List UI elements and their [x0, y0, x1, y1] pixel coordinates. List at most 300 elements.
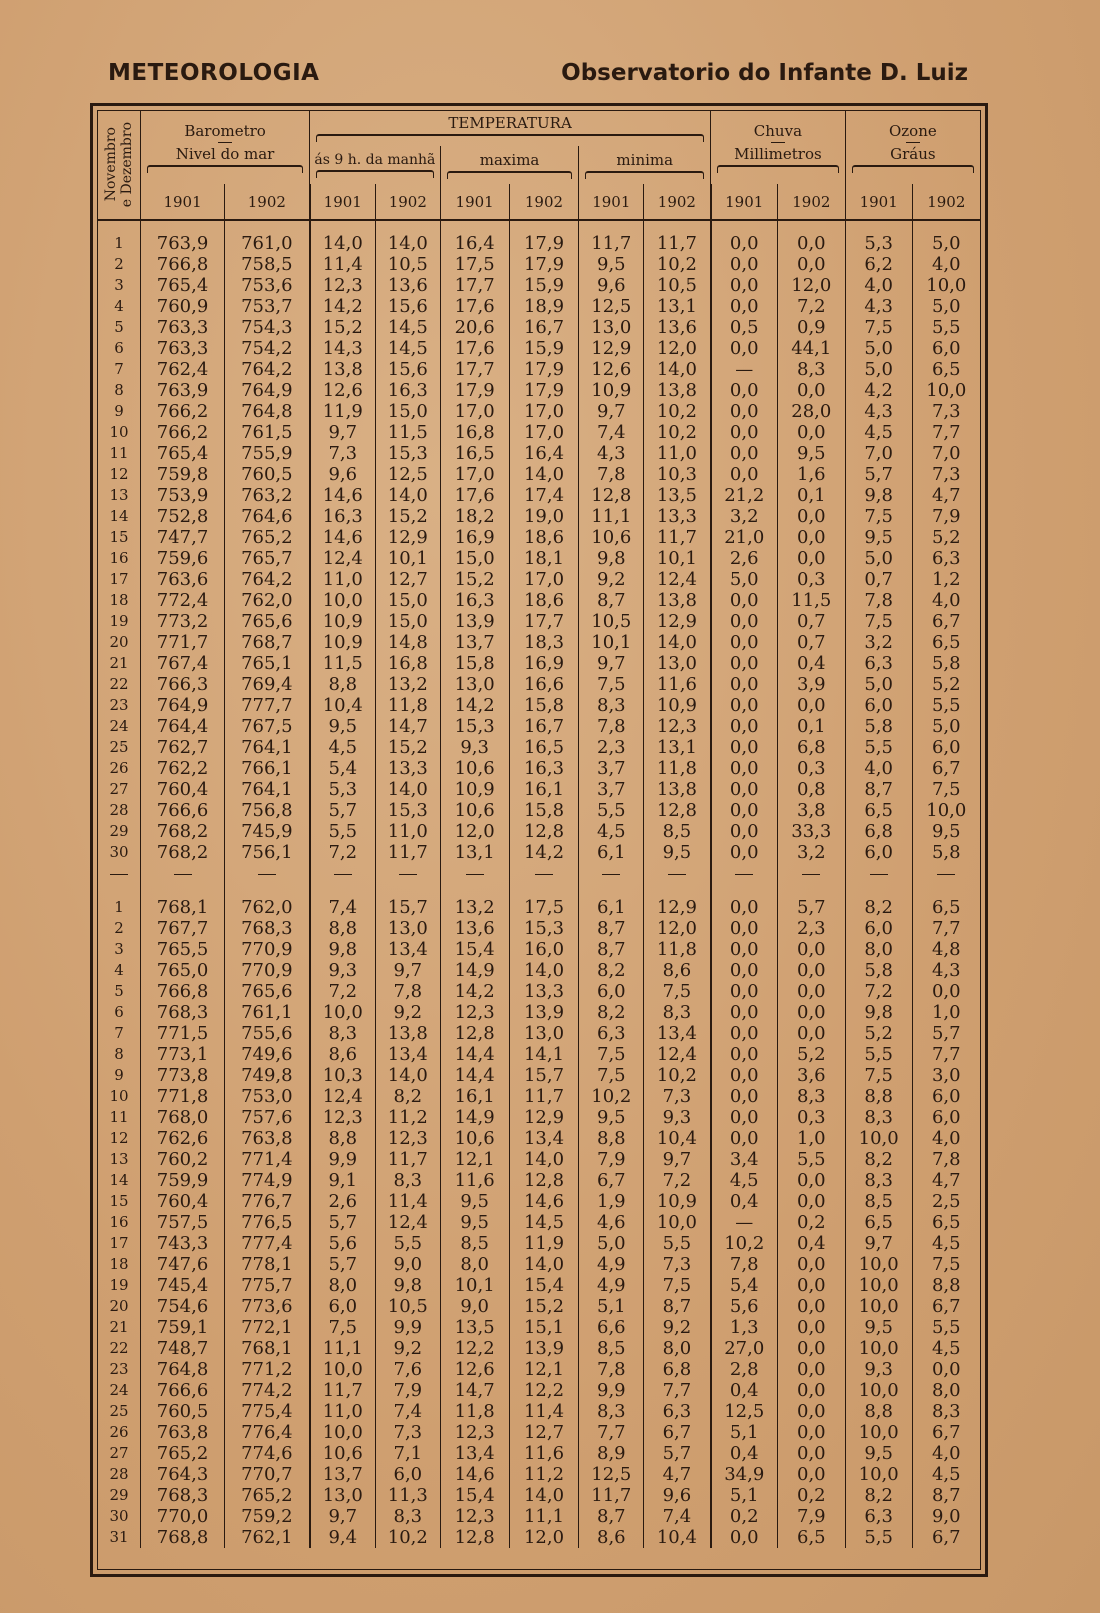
morning-1901-cell: 13,0 [310, 1485, 376, 1506]
morning-1901-cell: 10,0 [310, 1002, 376, 1023]
max-1901-cell: 13,4 [440, 1443, 509, 1464]
rain-1901-cell: 21,0 [711, 527, 778, 548]
min-1902-cell: 11,0 [644, 443, 711, 464]
min-1902-cell: 10,4 [644, 1128, 711, 1149]
rain-1901-cell: 1,3 [711, 1317, 778, 1338]
min-1901-cell: 11,7 [579, 1485, 644, 1506]
rain-1902-cell: 2,3 [777, 918, 845, 939]
baro-1902-cell: 764,1 [225, 737, 310, 758]
rain-1902-cell: 0,3 [777, 1107, 845, 1128]
min-1902-cell: 13,3 [644, 506, 711, 527]
baro-1901-cell: 773,1 [141, 1044, 225, 1065]
rain-1902-cell: 1,0 [777, 1128, 845, 1149]
ozone-1901-cell: 10,0 [845, 1296, 912, 1317]
min-1902-cell: 13,6 [644, 317, 711, 338]
months-header [98, 111, 141, 220]
november-table-row [98, 233, 980, 254]
min-1902-cell: 10,2 [644, 1065, 711, 1086]
min-1902-cell: 10,1 [644, 548, 711, 569]
day-cell: 26 [109, 759, 129, 777]
baro-1902-cell: 776,5 [225, 1212, 310, 1233]
max-1901-cell: 15,4 [440, 939, 509, 960]
rain-1901-cell: 0,4 [711, 1443, 778, 1464]
morning-1902-cell: 8,2 [375, 1086, 440, 1107]
morning-1901-cell: 10,9 [310, 632, 376, 653]
year-header: 1902 [912, 184, 980, 220]
ozone-1902-cell: 5,5 [912, 695, 980, 716]
baro-1902-cell: 764,8 [225, 401, 310, 422]
baro-1902-cell: 768,1 [225, 1338, 310, 1359]
morning-1902-cell: 15,7 [375, 897, 440, 918]
rain-1901-cell: 0,0 [711, 918, 778, 939]
day-cell: 13 [109, 486, 129, 504]
baro-1901-cell: 760,4 [141, 779, 225, 800]
baro-1901-cell: 773,8 [141, 1065, 225, 1086]
ozone-1901-cell: 7,5 [845, 317, 912, 338]
morning-1902-cell: 13,4 [375, 939, 440, 960]
min-1901-cell: 7,4 [579, 422, 644, 443]
december-table-row [98, 1443, 980, 1464]
min-1901-cell: 8,6 [579, 1527, 644, 1548]
baro-1901-cell: 773,2 [141, 611, 225, 632]
rain-1901-cell: 0,0 [711, 443, 778, 464]
december-table-row [98, 897, 980, 918]
baro-1902-cell: 765,7 [225, 548, 310, 569]
baro-1902-cell: 761,0 [225, 233, 310, 254]
morning-1901-cell: 11,5 [310, 653, 376, 674]
min-1902-cell: 6,8 [644, 1359, 711, 1380]
day-cell: 18 [109, 591, 129, 609]
max-1902-cell: 17,9 [509, 254, 579, 275]
baro-1902-cell: 759,2 [225, 1506, 310, 1527]
min-1901-cell: 5,1 [579, 1296, 644, 1317]
day-cell: 8 [114, 1045, 124, 1063]
ozone-1901-cell: 9,5 [845, 527, 912, 548]
ozone-1901-cell: 4,0 [845, 275, 912, 296]
ozone-1902-cell: 0,0 [912, 981, 980, 1002]
morning-1901-cell: 10,0 [310, 1359, 376, 1380]
min-1902-cell: 6,3 [644, 1401, 711, 1422]
ozone-1902-cell: 10,0 [912, 380, 980, 401]
rain-1902-cell: 0,9 [777, 317, 845, 338]
november-table-row [98, 359, 980, 380]
max-1901-cell: 13,1 [440, 842, 509, 863]
max-1901-cell: 14,2 [440, 981, 509, 1002]
ozone-1902-cell: 7,3 [912, 401, 980, 422]
ozone-1902-cell: 7,5 [912, 779, 980, 800]
ozone-1901-cell: 0,7 [845, 569, 912, 590]
baro-1902-cell: 762,1 [225, 1527, 310, 1548]
ozone-1902-cell: 4,8 [912, 939, 980, 960]
min-1901-cell: 7,9 [579, 1149, 644, 1170]
max-1901-cell: 14,4 [440, 1065, 509, 1086]
morning-1902-cell: 15,0 [375, 611, 440, 632]
rain-1902-cell: 0,0 [777, 1191, 845, 1212]
min-1902-cell: 13,8 [644, 380, 711, 401]
rain-1901-cell: 0,0 [711, 401, 778, 422]
rain-1901-cell: 0,0 [711, 939, 778, 960]
min-1902-cell: 9,3 [644, 1107, 711, 1128]
separator-dash [258, 874, 276, 875]
ozone-1902-cell: 3,0 [912, 1065, 980, 1086]
morning-1901-cell: 9,3 [310, 960, 376, 981]
min-1901-cell: 13,0 [579, 317, 644, 338]
ozone-1902-cell: 4,0 [912, 590, 980, 611]
ozone-1902-cell: 10,0 [912, 275, 980, 296]
day-cell: 29 [109, 1486, 129, 1504]
year-header: 1901 [579, 184, 644, 220]
rain-1902-cell: 0,0 [777, 1254, 845, 1275]
baro-1901-cell: 764,3 [141, 1464, 225, 1485]
baro-1901-cell: 763,3 [141, 338, 225, 359]
morning-1902-cell: 14,8 [375, 632, 440, 653]
morning-1901-cell: 9,6 [310, 464, 376, 485]
baro-1902-cell: 764,6 [225, 506, 310, 527]
ozone-1902-cell: 5,0 [912, 233, 980, 254]
baro-1902-cell: 762,0 [225, 897, 310, 918]
morning-1902-cell: 14,0 [375, 233, 440, 254]
rain-1902-cell: 0,0 [777, 695, 845, 716]
max-1901-cell: 16,9 [440, 527, 509, 548]
data-table-inner-frame [97, 110, 981, 1570]
morning-1902-cell: 9,2 [375, 1002, 440, 1023]
baro-1902-cell: 755,6 [225, 1023, 310, 1044]
day-cell: 5 [114, 318, 124, 336]
max-1902-cell: 16,5 [509, 737, 579, 758]
ozone-1901-cell: 7,8 [845, 590, 912, 611]
december-table-row [98, 939, 980, 960]
max-1901-cell: 15,0 [440, 548, 509, 569]
month-label-december: e Dezembro [119, 122, 135, 208]
ozone-1902-cell: 5,0 [912, 296, 980, 317]
december-table-row [98, 918, 980, 939]
rain-1901-cell: 3,4 [711, 1149, 778, 1170]
min-1901-cell: 10,9 [579, 380, 644, 401]
morning-1901-cell: 10,0 [310, 1422, 376, 1443]
rain-1902-cell: 0,0 [777, 1275, 845, 1296]
max-1901-cell: 20,6 [440, 317, 509, 338]
baro-1902-cell: 772,1 [225, 1317, 310, 1338]
morning-1902-cell: 9,8 [375, 1275, 440, 1296]
morning-1901-cell: 7,4 [310, 897, 376, 918]
december-table-row [98, 1254, 980, 1275]
ozone-1902-cell: 8,8 [912, 1275, 980, 1296]
morning-1901-cell: 9,7 [310, 1506, 376, 1527]
rain-1902-cell: 0,0 [777, 1401, 845, 1422]
ozone-1901-cell: 5,0 [845, 359, 912, 380]
baro-1902-cell: 753,7 [225, 296, 310, 317]
morning-1901-cell: 11,7 [310, 1380, 376, 1401]
morning-1902-cell: 12,5 [375, 464, 440, 485]
morning-1901-cell: 5,6 [310, 1233, 376, 1254]
year-header: 1901 [310, 184, 376, 220]
max-1901-cell: 17,0 [440, 401, 509, 422]
december-table-row [98, 1401, 980, 1422]
morning-1902-cell: 5,5 [375, 1233, 440, 1254]
day-cell: 29 [109, 822, 129, 840]
min-1902-cell: 10,5 [644, 275, 711, 296]
morning-1901-cell: 9,1 [310, 1170, 376, 1191]
max-1901-cell: 12,3 [440, 1002, 509, 1023]
min-1902-cell: 4,7 [644, 1464, 711, 1485]
morning-1902-cell: 10,2 [375, 1527, 440, 1548]
baro-1901-cell: 766,6 [141, 800, 225, 821]
min-1902-cell: 12,8 [644, 800, 711, 821]
baro-1902-cell: 760,5 [225, 464, 310, 485]
year-header: 1901 [845, 184, 912, 220]
rain-1902-cell: 5,5 [777, 1149, 845, 1170]
morning-1901-cell: 7,2 [310, 981, 376, 1002]
min-1902-cell: 13,1 [644, 737, 711, 758]
separator-row [98, 863, 980, 885]
morning-1901-cell: 7,2 [310, 842, 376, 863]
ozone-1901-cell: 6,3 [845, 1506, 912, 1527]
day-cell: 27 [109, 1444, 129, 1462]
max-1901-cell: 9,3 [440, 737, 509, 758]
min-1901-cell: 6,6 [579, 1317, 644, 1338]
min-1902-cell: 9,7 [644, 1149, 711, 1170]
max-1901-cell: 17,6 [440, 485, 509, 506]
day-cell: 1 [114, 898, 124, 916]
rain-1901-cell: 34,9 [711, 1464, 778, 1485]
rain-1902-cell: 0,3 [777, 569, 845, 590]
month-separator [98, 863, 980, 885]
morning-1902-cell: 9,2 [375, 1338, 440, 1359]
december-table-row [98, 1065, 980, 1086]
rain-1901-cell: 0,0 [711, 674, 778, 695]
december-table-row [98, 1107, 980, 1128]
ozone-1901-cell: 5,8 [845, 960, 912, 981]
morning-1901-cell: 12,6 [310, 380, 376, 401]
month-label-november: Novembro [103, 127, 119, 203]
ozone-1902-cell: 9,5 [912, 821, 980, 842]
rain-1901-cell: 0,0 [711, 960, 778, 981]
morning-1901-cell: 9,4 [310, 1527, 376, 1548]
rain-1902-cell: 0,4 [777, 1233, 845, 1254]
min-1901-cell: 6,0 [579, 981, 644, 1002]
baro-1901-cell: 764,9 [141, 695, 225, 716]
baro-1902-cell: 771,2 [225, 1359, 310, 1380]
min-1902-cell: 9,2 [644, 1317, 711, 1338]
day-cell: 15 [109, 528, 129, 546]
max-1902-cell: 14,2 [509, 842, 579, 863]
max-1902-cell: 16,6 [509, 674, 579, 695]
morning-1901-cell: 10,6 [310, 1443, 376, 1464]
rain-1901-cell: 0,0 [711, 981, 778, 1002]
rain-1902-cell: 0,1 [777, 716, 845, 737]
ozone-1901-cell: 6,5 [845, 800, 912, 821]
morning-1902-cell: 7,6 [375, 1359, 440, 1380]
ozone-1902-cell: 8,0 [912, 1380, 980, 1401]
max-1901-cell: 9,5 [440, 1191, 509, 1212]
max-1901-cell: 15,4 [440, 1485, 509, 1506]
ozone-1901-cell: 5,5 [845, 1044, 912, 1065]
ozone-1902-cell: 4,7 [912, 1170, 980, 1191]
rain-1902-cell: 28,0 [777, 401, 845, 422]
min-1902-cell: 10,2 [644, 401, 711, 422]
ozone-1901-cell: 10,0 [845, 1380, 912, 1401]
rain-1901-cell: 0,0 [711, 1023, 778, 1044]
day-cell: 30 [109, 843, 129, 861]
max-1901-cell: 14,9 [440, 960, 509, 981]
morning-1901-cell: 4,5 [310, 737, 376, 758]
rain-1901-cell: 0,0 [711, 737, 778, 758]
max-1902-cell: 13,9 [509, 1338, 579, 1359]
max-1901-cell: 11,8 [440, 1401, 509, 1422]
day-cell: 20 [109, 1297, 129, 1315]
day-cell: 31 [109, 1528, 129, 1546]
rain-1902-cell: 1,6 [777, 464, 845, 485]
rain-1902-cell: 3,9 [777, 674, 845, 695]
morning-1902-cell: 8,3 [375, 1170, 440, 1191]
ozone-1902-cell: 7,7 [912, 918, 980, 939]
min-1901-cell: 10,5 [579, 611, 644, 632]
year-header: 1902 [644, 184, 711, 220]
rain-1902-cell: 0,0 [777, 1338, 845, 1359]
morning-1901-cell: 5,7 [310, 1212, 376, 1233]
december-table-row [98, 1044, 980, 1065]
baro-1901-cell: 760,5 [141, 1401, 225, 1422]
rain-1902-cell: 0,0 [777, 1170, 845, 1191]
morning-1902-cell: 11,8 [375, 695, 440, 716]
max-1902-cell: 12,8 [509, 821, 579, 842]
ozone-1902-cell: 6,7 [912, 611, 980, 632]
november-table-row [98, 464, 980, 485]
rain-1901-cell: 0,0 [711, 590, 778, 611]
ozone-1901-cell: 9,5 [845, 1317, 912, 1338]
min-1902-cell: 14,0 [644, 632, 711, 653]
day-cell: 25 [109, 1402, 129, 1420]
rain-1902-cell: 0,0 [777, 506, 845, 527]
baro-1901-cell: 766,2 [141, 401, 225, 422]
baro-1901-cell: 747,7 [141, 527, 225, 548]
separator-dash [735, 874, 753, 875]
max-1902-cell: 18,1 [509, 548, 579, 569]
baro-1901-cell: 763,9 [141, 233, 225, 254]
day-cell: 11 [109, 1108, 129, 1126]
morning-1902-cell: 14,0 [375, 779, 440, 800]
morning-1902-cell: 11,4 [375, 1191, 440, 1212]
max-1902-cell: 17,0 [509, 569, 579, 590]
year-header: 1901 [440, 184, 509, 220]
max-1901-cell: 16,5 [440, 443, 509, 464]
min-1901-cell: 8,3 [579, 695, 644, 716]
ozone-1902-cell: 8,3 [912, 1401, 980, 1422]
baro-1901-cell: 747,6 [141, 1254, 225, 1275]
ozone-1901-cell: 8,8 [845, 1086, 912, 1107]
baro-1902-cell: 768,7 [225, 632, 310, 653]
baro-1902-cell: 765,2 [225, 527, 310, 548]
ozone-1902-cell: 4,0 [912, 1443, 980, 1464]
temperature-header [310, 111, 711, 146]
ozone-1901-cell: 9,8 [845, 1002, 912, 1023]
morning-1901-cell: 8,6 [310, 1044, 376, 1065]
max-1901-cell: 16,3 [440, 590, 509, 611]
rain-1901-cell: 0,0 [711, 1044, 778, 1065]
max-1901-cell: 12,2 [440, 1338, 509, 1359]
ozone-1902-cell: 8,7 [912, 1485, 980, 1506]
ozone-1901-cell: 6,2 [845, 254, 912, 275]
barometer-label: Barometro [184, 122, 266, 141]
baro-1902-cell: 761,1 [225, 1002, 310, 1023]
baro-1901-cell: 745,4 [141, 1275, 225, 1296]
min-1901-cell: 12,8 [579, 485, 644, 506]
min-1901-cell: 9,5 [579, 1107, 644, 1128]
day-cell: 18 [109, 1255, 129, 1273]
rain-1901-cell: 0,0 [711, 800, 778, 821]
max-1901-cell: 12,3 [440, 1422, 509, 1443]
min-1901-cell: 8,5 [579, 1338, 644, 1359]
november-table-row [98, 842, 980, 863]
morning-1901-cell: 2,6 [310, 1191, 376, 1212]
morning-1901-cell: 11,0 [310, 1401, 376, 1422]
max-1901-cell: 17,0 [440, 464, 509, 485]
min-1902-cell: 13,0 [644, 653, 711, 674]
rain-1901-cell: 0,0 [711, 464, 778, 485]
baro-1901-cell: 766,8 [141, 254, 225, 275]
min-1901-cell: 4,9 [579, 1254, 644, 1275]
row-spacer [98, 885, 980, 897]
morning-1902-cell: 14,0 [375, 485, 440, 506]
rain-1902-cell: 0,0 [777, 1380, 845, 1401]
ozone-1901-cell: 8,3 [845, 1170, 912, 1191]
rain-1901-cell: 3,2 [711, 506, 778, 527]
max-1902-cell: 12,9 [509, 1107, 579, 1128]
max-1902-cell: 14,0 [509, 1254, 579, 1275]
ozone-1901-cell: 7,5 [845, 506, 912, 527]
min-1901-cell: 4,6 [579, 1212, 644, 1233]
rain-1901-cell: 12,5 [711, 1401, 778, 1422]
ozone-1902-cell: 6,0 [912, 338, 980, 359]
rain-header [711, 111, 846, 184]
min-1901-cell: 9,9 [579, 1380, 644, 1401]
ozone-1902-cell: 9,0 [912, 1506, 980, 1527]
december-table-row [98, 1485, 980, 1506]
rain-1902-cell: 0,1 [777, 485, 845, 506]
ozone-1901-cell: 5,3 [845, 233, 912, 254]
ozone-1902-cell: 4,5 [912, 1464, 980, 1485]
max-1901-cell: 17,6 [440, 296, 509, 317]
morning-1902-cell: 6,0 [375, 1464, 440, 1485]
min-1901-cell: 3,7 [579, 779, 644, 800]
november-table-row [98, 317, 980, 338]
max-1902-cell: 11,2 [509, 1464, 579, 1485]
rain-1901-cell: 0,0 [711, 779, 778, 800]
rain-1902-cell: 0,0 [777, 233, 845, 254]
max-1901-cell: 14,6 [440, 1464, 509, 1485]
max-1902-cell: 16,7 [509, 716, 579, 737]
year-header: 1902 [777, 184, 845, 220]
baro-1901-cell: 768,3 [141, 1002, 225, 1023]
min-1901-cell: 10,1 [579, 632, 644, 653]
min-1902-cell: 11,8 [644, 758, 711, 779]
baro-1901-cell: 762,2 [141, 758, 225, 779]
morning-1901-cell: 8,8 [310, 918, 376, 939]
rain-1901-cell: 5,6 [711, 1296, 778, 1317]
max-1901-cell: 13,2 [440, 897, 509, 918]
morning-1901-cell: 10,4 [310, 695, 376, 716]
rain-1902-cell: 12,0 [777, 275, 845, 296]
min-1901-cell: 8,9 [579, 1443, 644, 1464]
day-cell: 25 [109, 738, 129, 756]
min-1901-cell: 9,5 [579, 254, 644, 275]
min-1902-cell: 10,9 [644, 1191, 711, 1212]
min-1901-cell: 9,2 [579, 569, 644, 590]
december-table-row [98, 1170, 980, 1191]
baro-1901-cell: 748,7 [141, 1338, 225, 1359]
separator-dash [535, 874, 553, 875]
rain-1902-cell: 0,0 [777, 1002, 845, 1023]
